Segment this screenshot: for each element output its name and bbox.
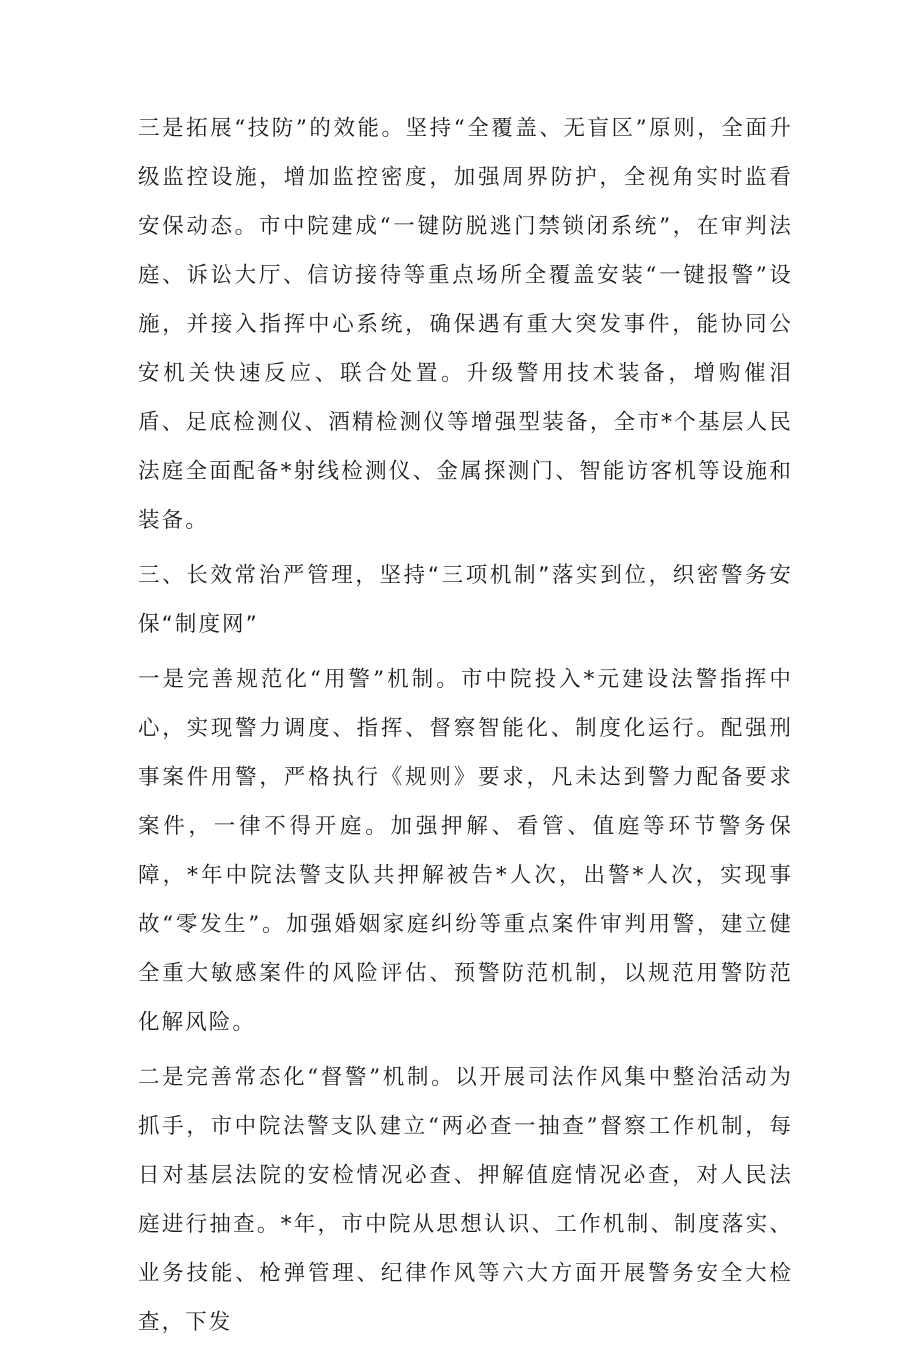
document-body [138,104,793,1353]
paragraph-tech-defense: 三是拓展“技防”的效能。坚持“全覆盖、无盲区”原则，全面升级监控设施，增加监控密度，加强周界防护，全视角实时监看安保动态。市中院建成“一键防脱逃门禁锁闭系统”，在审判法庭、诉讼大厅、信访接待等重点场所全覆盖安装“一键报警”设施，并接入指挥中心系统，确保遇有重大突发事件，能协同公安机关快速反应、联合处置。升级警用技术装备，增购催泪盾、足底检测仪、酒精检测仪等增强型装备，全市*个基层人民法庭全面配备*射线检测仪、金属探测门、智能访客机等设施和装备。 [138,116,793,533]
paragraph-police-use-mechanism: 一是完善规范化“用警”机制。市中院投入*元建设法警指挥中心，实现警力调度、指挥、督察智能化、制度化运行。配强刑事案件用警，严格执行《规则》要求，凡未达到警力配备要求案件，一律不得开庭。加强押解、看管、值庭等环节警务保障，*年中院法警支队共押解被告*人次，出警*人次，实现事故“零发生”。加强婚姻家庭纠纷等重点案件审判用警，建立健全重大敏感案件的风险评估、预警防范机制，以规范用警防范化解风险。 [138,667,793,1035]
paragraph-police-supervision-mechanism: 二是完善常态化“督警”机制。以开展司法作风集中整治活动为抓手，市中院法警支队建立“两必查一抽查”督察工作机制，每日对基层法院的安检情况必查、押解值庭情况必查，对人民法庭进行抽查。*年，市中院从思想认识、工作机制、制度落实、业务技能、枪弹管理、纪律作风等六大方面开展警务安全大检查，下发 [138,1065,793,1335]
section-heading-three: 三、长效常治严管理，坚持“三项机制”落实到位，织密警务安保“制度网” [138,563,793,637]
